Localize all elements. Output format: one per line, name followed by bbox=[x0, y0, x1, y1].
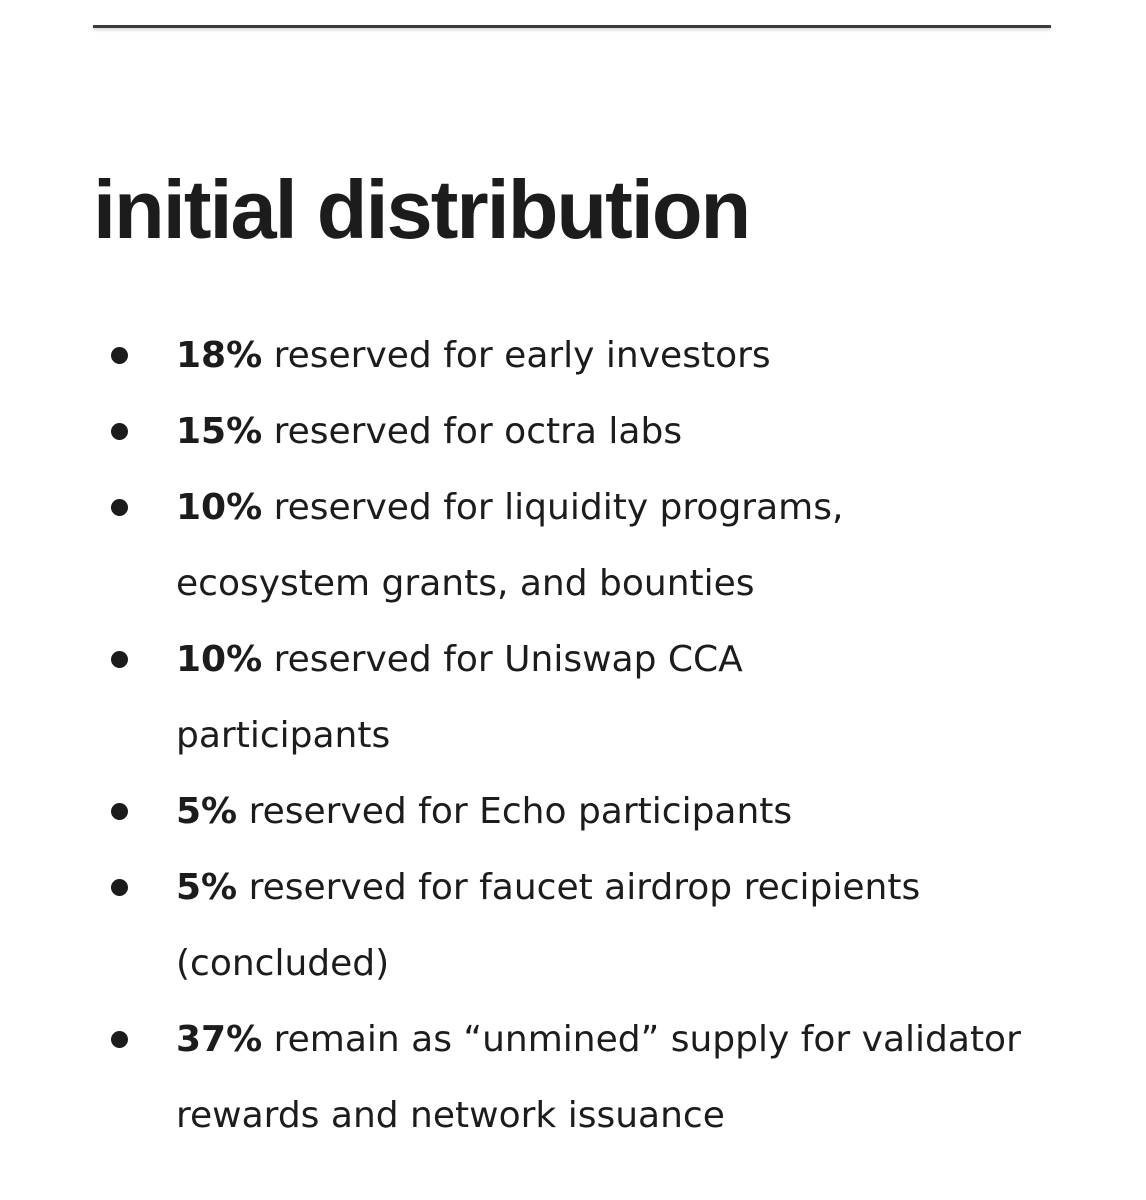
item-text: reserved for Uniswap CCA participants bbox=[176, 639, 743, 756]
bullet-icon bbox=[111, 651, 128, 668]
percentage: 10% bbox=[176, 487, 263, 528]
section-heading: initial distribution bbox=[93, 163, 750, 256]
bullet-icon bbox=[111, 499, 128, 516]
bullet-icon bbox=[111, 879, 128, 896]
list-item bbox=[0, 850, 1076, 1002]
percentage: 15% bbox=[176, 411, 263, 452]
list-item bbox=[0, 774, 1076, 850]
percentage: 18% bbox=[176, 335, 263, 376]
item-text: reserved for liquidity programs, ecosystem grants, and bounties bbox=[176, 487, 844, 604]
top-divider bbox=[93, 25, 1051, 28]
bullet-icon bbox=[111, 423, 128, 440]
item-text: reserved for early investors bbox=[262, 335, 771, 376]
percentage: 37% bbox=[176, 1019, 263, 1060]
bullet-icon bbox=[111, 1031, 128, 1048]
list-item bbox=[0, 318, 1076, 394]
distribution-list bbox=[0, 318, 1146, 1154]
percentage: 5% bbox=[176, 791, 238, 832]
bullet-icon bbox=[111, 803, 128, 820]
item-text: reserved for faucet airdrop recipients (concluded) bbox=[176, 867, 921, 984]
list-item bbox=[0, 470, 966, 622]
percentage: 5% bbox=[176, 867, 238, 908]
item-text: remain as “unmined” supply for validator rewards and network issuance bbox=[176, 1019, 1021, 1136]
item-text: reserved for octra labs bbox=[262, 411, 683, 452]
list-item bbox=[0, 1002, 1036, 1154]
percentage: 10% bbox=[176, 639, 263, 680]
list-item bbox=[0, 394, 1076, 470]
list-item bbox=[0, 622, 866, 774]
bullet-icon bbox=[111, 347, 128, 364]
item-text: reserved for Echo participants bbox=[237, 791, 793, 832]
